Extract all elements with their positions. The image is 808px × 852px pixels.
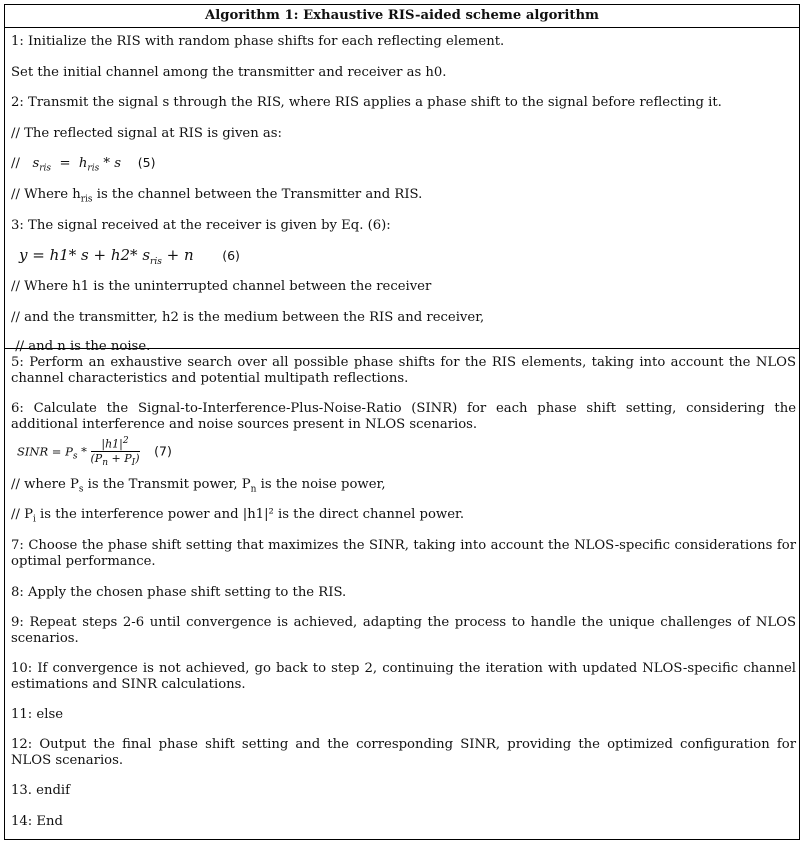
eq7-lhs: SINR = P <box>17 444 73 459</box>
where-hris-prefix: // Where h <box>11 187 81 202</box>
step-11: 11: else <box>11 707 64 722</box>
equation-6 <box>19 246 240 267</box>
step-12: 12: Output the final phase shift setting and the corresponding SINR, providing the optimized configuration for NLOS scenarios. <box>11 737 796 768</box>
step-3: 3: The signal received at the receiver is given by Eq. (6): <box>11 218 391 233</box>
where2-a-sub: i <box>32 514 36 525</box>
where-h2-line: // and the transmitter, h2 is the medium between the RIS and receiver, <box>11 310 485 325</box>
noise-line: // and n is the noise. <box>11 339 151 354</box>
step-7: 7: Choose the phase shift setting that maximizes the SINR, taking into account the NLOS-specific considerations for optimal performance. <box>11 538 796 569</box>
where1-b-sub: n <box>250 484 257 495</box>
where1-a-sub: s <box>78 484 84 495</box>
eq5-number: (5) <box>137 155 156 170</box>
eq5-rhs: h <box>78 156 88 171</box>
eq7-den-mid: + P <box>108 451 132 465</box>
eq5-rhs-sub: ris <box>87 163 100 174</box>
eq7-num-sup: 2 <box>122 436 129 446</box>
algorithm-box <box>4 4 800 840</box>
where-hris-line <box>11 187 422 205</box>
where2-a: // P <box>11 507 33 522</box>
step-14: 14: End <box>11 814 63 829</box>
where-power-line <box>11 477 796 498</box>
step-5: 5: Perform an exhaustive search over all possible phase shifts for the RIS elements, taking into account the NLOS channel characteristics and potential multipath reflections. <box>11 355 796 386</box>
eq5-prefix: // <box>11 156 20 171</box>
eq7-den-sub2: I <box>131 457 136 468</box>
algorithm-section-2 <box>5 349 799 839</box>
algorithm-section-1 <box>5 28 799 354</box>
step-2: 2: Transmit the signal s through the RIS, where RIS applies a phase shift to the signal before reflecting it. <box>11 95 722 110</box>
eq5-lhs: s <box>32 156 40 171</box>
step-8: 8: Apply the chosen phase shift setting to the RIS. <box>11 585 347 600</box>
where-interference-line <box>11 507 796 528</box>
eq5-lhs-sub: ris <box>39 163 52 174</box>
step-9: 9: Repeat steps 2-6 until convergence is achieved, adapting the process to handle the unique challenges of NLOS scenarios. <box>11 615 796 646</box>
step-10: 10: If convergence is not achieved, go back to step 2, continuing the iteration with updated NLOS-specific channel estimations and SINR calculations. <box>11 661 796 692</box>
equation-7 <box>17 435 796 470</box>
step-13: 13. endif <box>11 783 71 798</box>
where-hris-sub: ris <box>80 194 93 205</box>
eq7-den-close: ) <box>135 451 140 465</box>
initial-channel-line: Set the initial channel among the transmitter and receiver as h0. <box>11 65 447 80</box>
where-hris-suffix: is the channel between the Transmitter and RIS. <box>92 187 423 202</box>
where2-b: is the interference power and |h1|² is the direct channel power. <box>35 507 465 522</box>
eq6-sub: ris <box>150 257 162 267</box>
where1-c: is the noise power, <box>256 477 386 492</box>
eq7-number: (7) <box>154 443 172 459</box>
eq6-text: y = h1* s + h2* s <box>19 246 151 264</box>
step-6: 6: Calculate the Signal-to-Interference-Plus-Noise-Ratio (SINR) for each phase shift setting, considering the additional interference and noise sources present in NLOS scenarios. <box>11 401 796 432</box>
reflected-signal-comment: // The reflected signal at RIS is given as: <box>11 126 282 141</box>
eq7-den-open: (P <box>90 451 103 465</box>
eq7-mult: * <box>81 444 87 459</box>
eq7-fraction <box>91 435 140 470</box>
step-1: 1: Initialize the RIS with random phase shifts for each reflecting element. <box>11 34 505 49</box>
eq5-tail: * s <box>103 156 121 171</box>
eq7-lhs-sub: s <box>72 451 78 462</box>
where1-a: // where P <box>11 477 79 492</box>
algorithm-title: Algorithm 1: Exhaustive RIS-aided scheme algorithm <box>5 5 799 28</box>
eq7-den-sub1: n <box>102 457 109 468</box>
equation-5: // $s_{ris} = h_{ris} * s$ (5) <box>11 155 156 174</box>
where1-b: is the Transmit power, P <box>83 477 251 492</box>
where-h1-line: // Where h1 is the uninterrupted channel between the receiver <box>11 279 432 294</box>
eq6-number: (6) <box>222 248 240 263</box>
eq6-tail: + n <box>161 246 194 264</box>
eq7-numerator: |h1| <box>101 437 123 451</box>
